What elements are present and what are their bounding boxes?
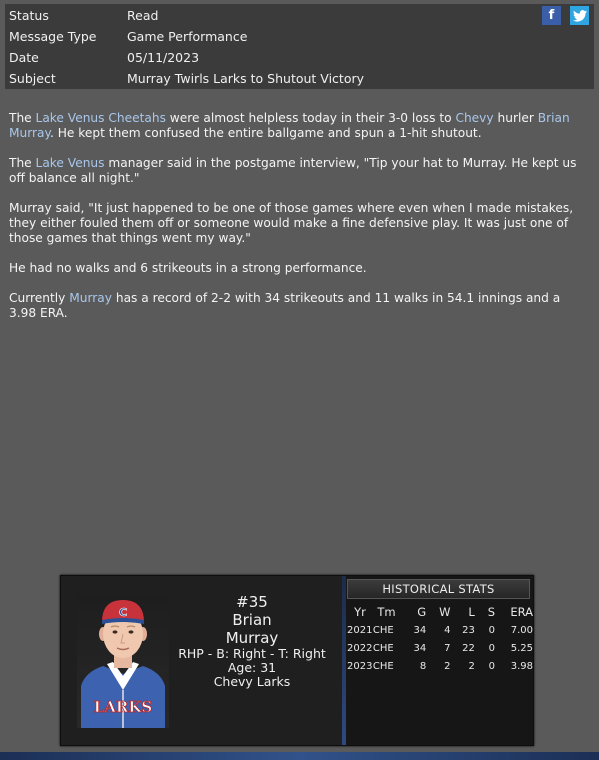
table-header-row — [347, 603, 533, 621]
cell-games: 34 — [413, 642, 427, 654]
player-avatar-image — [77, 594, 169, 728]
paragraph-5 — [9, 291, 589, 321]
table-row — [347, 621, 533, 639]
message-type-value: Game Performance — [127, 29, 248, 44]
link-murray[interactable]: Murray — [69, 291, 112, 305]
cell-team: CHE — [372, 624, 394, 636]
date-label: Date — [9, 50, 39, 65]
message-header — [5, 4, 594, 89]
table-row — [347, 639, 533, 657]
link-lake-venus-cheetahs[interactable]: Lake Venus Cheetahs — [35, 111, 166, 125]
cell-games: 8 — [419, 660, 427, 672]
cap-logo-letter: C — [118, 606, 128, 619]
cell-wins: 4 — [444, 624, 451, 636]
column-header-tm[interactable]: Tm — [377, 605, 396, 619]
historical-stats-title: HISTORICAL STATS — [347, 579, 530, 599]
cell-saves: 0 — [488, 624, 496, 636]
subject-label: Subject — [9, 71, 56, 86]
text-span: The — [9, 156, 36, 170]
column-header-w[interactable]: W — [439, 605, 451, 619]
column-header-s[interactable]: S — [487, 605, 496, 619]
column-header-era[interactable]: ERA — [510, 605, 533, 619]
player-info — [169, 593, 335, 689]
facebook-icon: f — [548, 8, 555, 23]
player-last-name[interactable]: Murray — [225, 629, 279, 647]
text-span: . He kept them confused the entire ballgame and spun a 1-hit shutout. — [50, 126, 482, 140]
text-span: has a record of 2-2 with 34 strikeouts and 11 walks in 54.1 innings and a 3.98 ERA. — [9, 291, 561, 320]
player-portrait[interactable] — [77, 594, 169, 728]
player-team[interactable]: Chevy Larks — [213, 674, 291, 689]
link-lake-venus[interactable]: Lake Venus — [35, 156, 105, 170]
column-header-l[interactable]: L — [468, 605, 475, 619]
table-row — [347, 657, 533, 675]
twitter-share-button[interactable] — [570, 6, 589, 25]
historical-stats-panel — [344, 576, 533, 745]
cell-losses: 23 — [462, 624, 475, 636]
cell-era: 5.25 — [510, 642, 533, 654]
cell-saves: 0 — [488, 660, 496, 672]
paragraph-1 — [9, 111, 589, 141]
player-card — [60, 575, 534, 746]
link-brian-murray[interactable]: Brian Murray — [9, 111, 570, 140]
cell-era: 7.00 — [510, 624, 533, 636]
twitter-bird-icon — [573, 10, 587, 22]
facebook-share-button[interactable] — [542, 6, 561, 25]
bottom-bar — [0, 752, 599, 760]
text-span: were almost helpless today in their 3-0 loss to — [165, 111, 456, 125]
historical-stats-table — [347, 603, 533, 675]
panel-divider — [342, 576, 346, 745]
cell-year: 2022 — [347, 642, 373, 654]
player-first-name[interactable]: Brian — [232, 611, 272, 629]
cell-team: CHE — [372, 642, 394, 654]
cell-year: 2021 — [347, 624, 373, 636]
paragraph-2 — [9, 156, 589, 186]
cell-team: CHE — [372, 660, 394, 672]
status-value: Read — [127, 8, 159, 23]
player-age: Age: 31 — [227, 660, 277, 675]
status-label: Status — [9, 8, 49, 23]
column-header-yr[interactable]: Yr — [354, 605, 366, 619]
jersey-text: LARKS — [93, 698, 153, 716]
cell-losses: 22 — [462, 642, 475, 654]
player-number: #35 — [236, 593, 268, 611]
link-chevy[interactable]: Chevy — [455, 111, 494, 125]
cell-year: 2023 — [347, 660, 373, 672]
cell-era: 3.98 — [510, 660, 533, 672]
paragraph-3: Murray said, "It just happened to be one of those games where even when I made mistakes, they either fouled them off or someone would make a fine defensive play. It was just one of those games that things went my way." — [9, 201, 574, 245]
subject-value: Murray Twirls Larks to Shutout Victory — [127, 71, 364, 86]
text-span: hurler — [493, 111, 538, 125]
text-span: manager said in the postgame interview, "Tip your hat to Murray. He kept us off balance all night." — [9, 156, 577, 185]
date-value: 05/11/2023 — [127, 50, 200, 65]
cell-wins: 7 — [444, 642, 451, 654]
cell-losses: 2 — [468, 660, 475, 672]
text-span: The — [9, 111, 36, 125]
cell-wins: 2 — [444, 660, 451, 672]
cell-saves: 0 — [488, 642, 496, 654]
player-position-bats-throws: RHP - B: Right - T: Right — [178, 646, 326, 661]
article-body — [9, 111, 589, 336]
paragraph-4: He had no walks and 6 strikeouts in a strong performance. — [9, 261, 367, 275]
message-type-label: Message Type — [9, 29, 97, 44]
cell-games: 34 — [413, 624, 427, 636]
column-header-g[interactable]: G — [417, 605, 427, 619]
text-span: Currently — [9, 291, 70, 305]
